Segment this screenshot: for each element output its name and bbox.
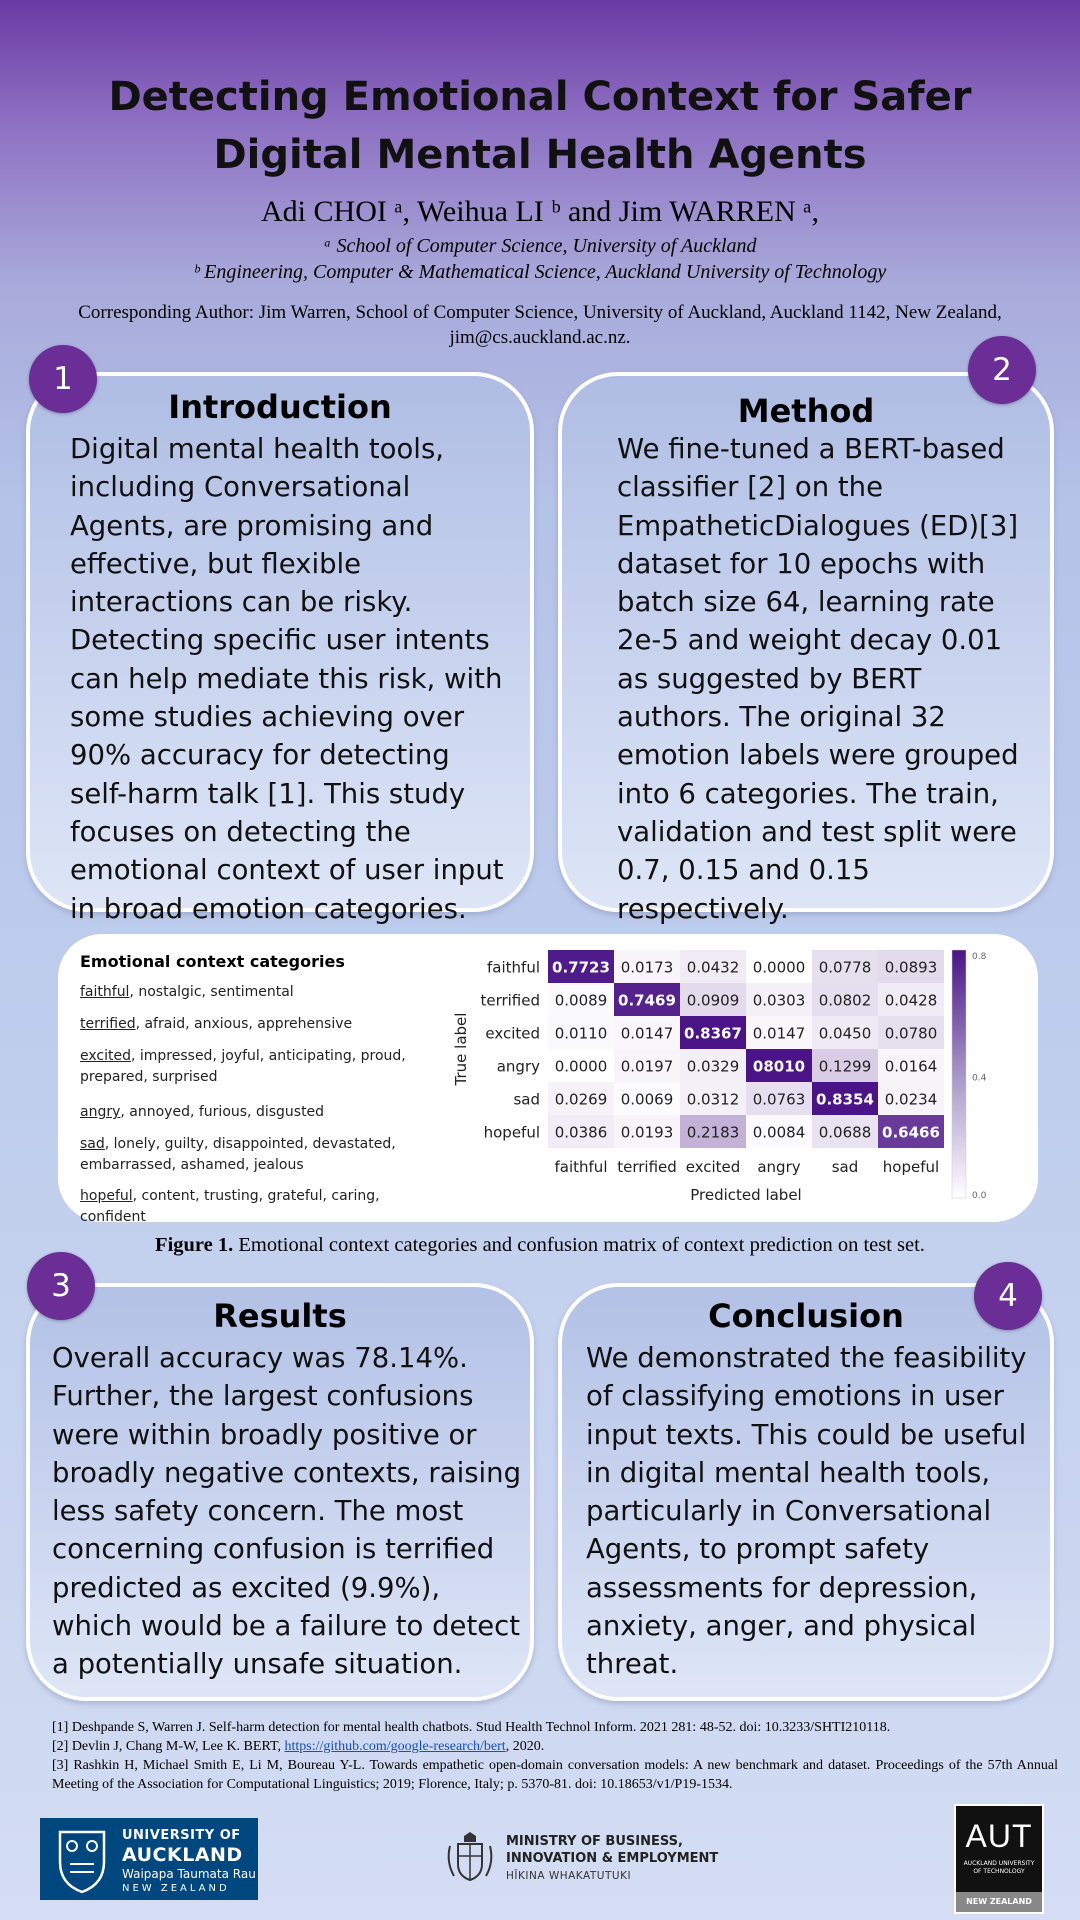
cell-value-label: 0.0386 <box>554 1123 608 1142</box>
method-title: Method <box>737 392 875 430</box>
cell-value-label: 0.0778 <box>818 958 872 977</box>
cell-value-label: 0.0893 <box>884 958 938 977</box>
cell-value-label: 0.0084 <box>752 1123 806 1142</box>
section-number-badge: 4 <box>974 1262 1042 1330</box>
method-panel <box>558 372 1054 925</box>
legend-item: angry, annoyed, furious, disgusted <box>80 1104 325 1120</box>
legend-item: excited, impressed, joyful, anticipating, proud, prepared, surprised <box>80 1048 406 1085</box>
cell-value-label: 0.0780 <box>884 1024 938 1043</box>
cell-value-label: 0.0197 <box>620 1057 674 1076</box>
cell-value-label: 0.0269 <box>554 1090 608 1109</box>
confusion-matrix-chart <box>58 934 1038 1222</box>
corresponding-author: Corresponding Author: Jim Warren, School of Computer Science, University of Auckland, Auckland 1142, New Zealand, jim@cs.auckland.ac.nz. <box>78 302 1002 348</box>
references <box>52 1718 1058 1794</box>
introduction-body: Digital mental health tools, including Conversational Agents, are promising and effective, but flexible interactions can be risky. Detecting specific user intents can help mediate this risk, with some studies achieving over 90% accuracy for detecting self-harm talk [1]. This study focuses on detecting the emotional context of user input in broad emotion categories. <box>70 433 504 925</box>
cell-value-label: 0.0089 <box>554 991 608 1010</box>
introduction-title: Introduction <box>168 388 392 426</box>
colorbar-tick-label: 0.0 <box>972 1191 987 1201</box>
reference-2: [2] Devlin J, Chang M-W, Lee K. BERT, https://github.com/google-research/bert, 2020. <box>52 1739 545 1754</box>
affiliation-a: ᵃ School of Computer Science, University of Auckland <box>323 235 757 257</box>
x-tick-label: excited <box>685 1158 741 1176</box>
poster-title <box>0 68 1080 184</box>
reference-3: [3] Rashkin H, Michael Smith E, Li M, Boureau Y-L. Towards empathetic open-domain conversation models: A new benchmark and dataset. Proceedings of the 57th Annual Meeting of the Association for Computational Linguistics; 2019; Florence, Italy; p. 5370-81. doi: 10.18653/v1/P19-1534. <box>52 1758 1058 1792</box>
legend-item: hopeful, content, trusting, grateful, caring, confident <box>80 1188 380 1225</box>
method-body: We fine-tuned a BERT-based classifier [2] on the EmpatheticDialogues (ED)[3] dataset for 10 epochs with batch size 64, learning rate 2e-5 and weight decay 0.01 as suggested by BERT authors. The original 32 emotion labels were grouped into 6 categories. The train, validation and test split were 0.7, 0.15 and 0.15 respectively. <box>617 433 1019 925</box>
section-number-badge: 2 <box>968 336 1036 404</box>
cell-value-label: 0.0329 <box>686 1057 740 1076</box>
cell-value-label: 0.8354 <box>816 1090 874 1109</box>
legend-title: Emotional context categories <box>80 952 345 971</box>
cell-value-label: 0.7469 <box>618 991 676 1010</box>
cell-value-label: 0.0432 <box>686 958 740 977</box>
cell-value-label: 0.0000 <box>752 958 806 977</box>
results-panel <box>26 1283 534 1701</box>
cell-value-label: 0.0173 <box>620 958 674 977</box>
figure-caption: Figure 1. Emotional context categories and confusion matrix of context prediction on test set. <box>155 1234 925 1256</box>
legend-item: faithful, nostalgic, sentimental <box>80 984 294 1000</box>
x-tick-label: sad <box>831 1158 859 1176</box>
cell-value-label: 0.0234 <box>884 1090 938 1109</box>
title-line-2: Digital Mental Health Agents <box>213 132 867 178</box>
cell-value-label: 0.0193 <box>620 1123 674 1142</box>
title-line-1: Detecting Emotional Context for Safer <box>108 74 972 120</box>
cell-value-label: 0.0428 <box>884 991 938 1010</box>
section-number-badge: 3 <box>27 1252 95 1320</box>
cell-value-label: 0.0303 <box>752 991 806 1010</box>
y-tick-label: faithful <box>487 958 540 977</box>
x-axis-label: Predicted label <box>690 1186 802 1204</box>
section-number-badge: 1 <box>29 345 97 413</box>
x-tick-label: hopeful <box>882 1158 940 1176</box>
results-body: Overall accuracy was 78.14%. Further, the largest confusions were within broadly positive or broadly negative contexts, raising less safety concern. The most concerning confusion is terrified predicted as excited (9.9%), which would be a failure to detect a potentially unsafe situation. <box>52 1342 522 1681</box>
x-tick-label: angry <box>757 1158 801 1176</box>
cell-value-label: 0.0147 <box>620 1024 674 1043</box>
x-tick-label: terrified <box>617 1158 677 1176</box>
authors: Adi CHOI ᵃ, Weihua LI ᵇ and Jim WARREN ᵃ, <box>261 195 819 228</box>
affiliation-b: ᵇ Engineering, Computer & Mathematical Science, Auckland University of Technology <box>193 261 887 283</box>
conclusion-body: We demonstrated the feasibility of classifying emotions in user input texts. This could be useful in digital mental health tools, particularly in Conversational Agents, to prompt safety assessments for depression, anxiety, anger, and physical threat. <box>586 1342 1027 1681</box>
figure-panel <box>58 934 1038 1225</box>
coat-of-arms-icon <box>442 1830 498 1886</box>
cell-value-label: 0.0312 <box>686 1090 740 1109</box>
introduction-panel <box>26 372 534 925</box>
cell-value-label: 0.0000 <box>554 1057 608 1076</box>
colorbar-tick-label: 0.4 <box>972 1073 987 1084</box>
conclusion-panel <box>558 1283 1054 1701</box>
cell-value-label: 0.0450 <box>818 1024 872 1043</box>
cell-value-label: 0.0110 <box>554 1024 608 1043</box>
results-title: Results <box>213 1297 347 1335</box>
legend-item: terrified, afraid, anxious, apprehensive <box>80 1016 353 1032</box>
cell-value-label: 0.7723 <box>552 958 610 977</box>
crest-icon <box>52 1826 112 1896</box>
cell-value-label: 0.0802 <box>818 991 872 1010</box>
colorbar <box>952 950 966 1198</box>
x-tick-label: faithful <box>554 1158 608 1176</box>
bert-github-link[interactable]: https://github.com/google-research/bert <box>284 1739 506 1754</box>
cell-value-label: 0.1299 <box>818 1057 872 1076</box>
aut-logo: AUT AUCKLAND UNIVERSITY OF TECHNOLOGY NEW ZEALAND <box>954 1804 1044 1914</box>
cell-value-label: 0.2183 <box>686 1123 740 1142</box>
cell-value-label: 0.0688 <box>818 1123 872 1142</box>
university-of-auckland-logo: UNIVERSITY OF AUCKLAND Waipapa Taumata Rau NEW ZEALAND <box>40 1818 258 1900</box>
reference-1: [1] Deshpande S, Warren J. Self-harm detection for mental health chatbots. Stud Health Technol Inform. 2021 281: 48-52. doi: 10.3233/SHTI210118. <box>52 1720 891 1735</box>
cell-value-label: 08010 <box>752 1057 806 1076</box>
y-tick-label: angry <box>496 1057 540 1076</box>
y-tick-label: hopeful <box>483 1123 540 1142</box>
mbie-logo: MINISTRY OF BUSINESS, INNOVATION & EMPLOYMENT HĪKINA WHAKATUTUKI <box>442 1830 742 1886</box>
y-tick-label: excited <box>485 1024 540 1043</box>
cell-value-label: 0.0069 <box>620 1090 674 1109</box>
cell-value-label: 0.0763 <box>752 1090 806 1109</box>
y-tick-label: sad <box>513 1090 540 1109</box>
y-tick-label: terrified <box>480 991 540 1010</box>
y-axis-label: True label <box>452 1012 470 1086</box>
cell-value-label: 0.6466 <box>882 1123 940 1142</box>
legend-item: sad, lonely, guilty, disappointed, devastated, embarrassed, ashamed, jealous <box>80 1136 396 1173</box>
conclusion-title: Conclusion <box>708 1297 904 1335</box>
cell-value-label: 0.0909 <box>686 991 740 1010</box>
cell-value-label: 0.0164 <box>884 1057 938 1076</box>
colorbar-tick-label: 0.8 <box>972 951 987 962</box>
cell-value-label: 0.8367 <box>684 1024 742 1043</box>
cell-value-label: 0.0147 <box>752 1024 806 1043</box>
